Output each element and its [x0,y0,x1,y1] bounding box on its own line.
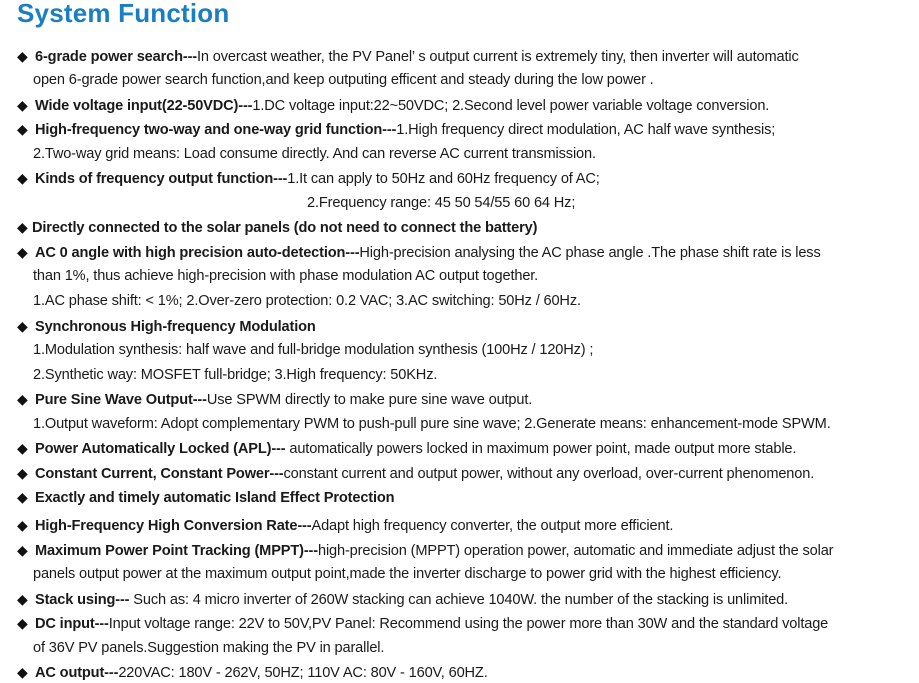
page-title: System Function [17,0,230,28]
feature-description: panels output power at the maximum output point,made the inverter discharge to power grid with the highest efficiency. [33,566,782,582]
feature-label: AC output [35,665,105,681]
diamond-bullet-icon: ◆ [17,391,28,407]
feature-label: Exactly and timely automatic Island Effect Protection [35,490,395,506]
diamond-bullet-icon: ◆ [17,591,28,607]
feature-description: open 6-grade power search function,and keep outputing efficent and steady during the low power . [33,72,654,88]
feature-description: In overcast weather, the PV Panel’ s output current is extremely tiny, then inverter will automatic [197,49,799,65]
feature-label: Stack using [35,592,116,608]
label-separator: --- [192,392,207,408]
feature-description: 2.Frequency range: 45 50 54/55 60 64 Hz; [307,195,576,211]
feature-description: automatically powers locked in maximum power point, made output more stable. [285,441,797,457]
feature-continuation [33,340,593,360]
diamond-bullet-icon: ◆ [17,219,28,235]
feature-item [17,487,394,508]
diamond-bullet-icon: ◆ [17,615,28,631]
feature-continuation [33,564,781,584]
feature-description: constant current and output power, without any overload, over-current phenomenon. [283,466,815,482]
label-separator: --- [382,122,397,138]
feature-label: High-frequency two-way and one-way grid function [35,122,383,138]
feature-description: Use SPWM directly to make pure sine wave output. [206,392,533,408]
feature-item [17,389,532,410]
diamond-bullet-icon: ◆ [17,489,28,505]
feature-description: 1.Modulation synthesis: half wave and full-bridge modulation synthesis (100Hz / 120Hz) ; [33,342,594,358]
feature-item [17,463,814,484]
feature-label: Kinds of frequency output function [35,171,274,187]
diamond-bullet-icon: ◆ [17,170,28,186]
feature-label: AC 0 angle with high precision auto-detection [35,245,346,261]
label-separator: --- [271,441,286,457]
diamond-bullet-icon: ◆ [17,517,28,533]
feature-item [17,217,537,238]
feature-description: 1.AC phase shift: < 1%; 2.Over-zero protection: 0.2 VAC; 3.AC switching: 50Hz / 60Hz. [33,293,581,309]
feature-description: 1.Output waveform: Adopt complementary PWM to push-pull pure sine wave; 2.Generate means: enhancement-mode SPWM. [33,416,831,432]
label-separator: --- [273,171,288,187]
feature-label: 6-grade power search [35,49,183,65]
diamond-bullet-icon: ◆ [17,318,28,334]
feature-continuation [33,266,538,286]
feature-continuation [33,365,437,385]
feature-item [17,46,799,67]
label-separator: --- [303,543,318,559]
feature-item [17,119,775,140]
feature-description: 220VAC: 180V - 262V, 50HZ; 110V AC: 80V - 160V, 60HZ. [118,665,488,681]
feature-item [17,540,833,561]
diamond-bullet-icon: ◆ [17,542,28,558]
label-separator: --- [104,665,119,681]
feature-description: Such as: 4 micro inverter of 260W stacking can achieve 1040W. the number of the stacking is unlimited. [129,592,789,608]
diamond-bullet-icon: ◆ [17,97,28,113]
feature-label: Constant Current, Constant Power [35,466,270,482]
diamond-bullet-icon: ◆ [17,121,28,137]
feature-label: Synchronous High-frequency Modulation [35,319,316,335]
feature-description: of 36V PV panels.Suggestion making the PV in parallel. [33,640,385,656]
feature-label: Maximum Power Point Tracking (MPPT) [35,543,304,559]
label-separator: --- [269,466,284,482]
feature-label: DC input [35,616,95,632]
label-separator: --- [297,518,312,534]
feature-item [17,662,488,683]
feature-label: Wide voltage input(22-50VDC) [35,98,239,114]
feature-continuation [33,414,831,434]
label-separator: --- [182,49,198,65]
feature-item [17,438,796,459]
label-separator: --- [94,616,109,632]
feature-item [17,168,600,189]
feature-continuation [33,144,596,164]
feature-description: Adapt high frequency converter, the output more efficient. [311,518,674,534]
feature-continuation [33,291,581,311]
feature-label: Directly connected to the solar panels (do not need to connect the battery) [32,220,538,236]
feature-item [17,316,316,337]
feature-item [17,613,828,634]
feature-label: Power Automatically Locked (APL) [35,441,272,457]
label-separator: --- [238,98,253,114]
feature-item [17,242,821,263]
feature-label: Pure Sine Wave Output [35,392,193,408]
feature-description: Input voltage range: 22V to 50V,PV Panel: Recommend using the power more than 30W and the standard voltage [108,616,829,632]
feature-description: than 1%, thus achieve high-precision with phase modulation AC output together. [33,268,539,284]
feature-item [17,589,788,610]
diamond-bullet-icon: ◆ [17,465,28,481]
feature-continuation [33,638,384,658]
diamond-bullet-icon: ◆ [17,244,28,260]
label-separator: --- [115,592,130,608]
feature-label: High-Frequency High Conversion Rate [35,518,298,534]
label-separator: --- [345,245,360,261]
feature-description: high-precision (MPPT) operation power, automatic and immediate adjust the solar [317,543,834,559]
diamond-bullet-icon: ◆ [17,440,28,456]
feature-description: 2.Two-way grid means: Load consume directly. And can reverse AC current transmission. [33,146,596,162]
diamond-bullet-icon: ◆ [17,48,28,64]
diamond-bullet-icon: ◆ [17,664,28,680]
feature-description: 2.Synthetic way: MOSFET full-bridge; 3.High frequency: 50KHz. [33,367,438,383]
feature-continuation [33,70,654,90]
feature-description: High-precision analysing the AC phase angle .The phase shift rate is less [359,245,821,261]
feature-description: 1.High frequency direct modulation, AC half wave synthesis; [396,122,776,138]
feature-item [17,515,673,536]
feature-continuation [307,193,575,213]
feature-item [17,95,769,116]
feature-description: 1.DC voltage input:22~50VDC; 2.Second level power variable voltage conversion. [252,98,770,114]
feature-description: 1.It can apply to 50Hz and 60Hz frequency of AC; [287,171,600,187]
